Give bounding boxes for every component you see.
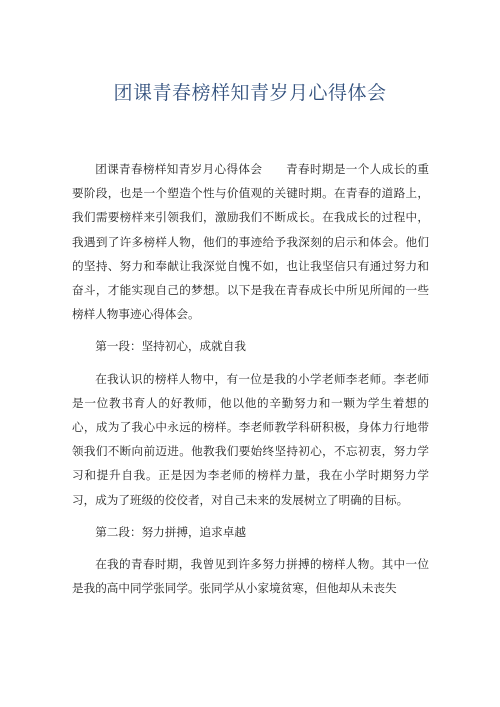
section-heading-1: 第一段：坚持初心，成就自我 [95,339,246,354]
document-title: 团课青春榜样知青岁月心得体会 [113,82,387,104]
section-heading-2: 第二段：努力拼搏，追求卓越 [95,524,246,539]
paragraph-intro: 团课青春榜样知青岁月心得体会 青春时期是一个人成长的重要阶段，也是一个塑造个性与价值观的关键时期。在青春的道路上，我们需要榜样来引领我们，激励我们不断成长。在我成长的过程中，我遇到了许多榜样人物，他们的事迹给予我深刻的启示和体会。他们的坚持、努力和奉献让我深觉自愧不如，也让我坚信只有通过努力和奋斗，才能实现自己的梦想。以下是我在青春成长中所见所闻的一些榜样人物事迹心得体会。 [72,162,429,322]
paragraph-1: 在我认识的榜样人物中，有一位是我的小学老师李老师。李老师是一位教书育人的好教师，他以他的辛勤努力和一颗为学生着想的心，成为了我心中永远的榜样。李老师教学科研积极，身体力行地带领我们不断向前迈进。他教我们要始终坚持初心，不忘初衷，努力学习和提升自我。正是因为李老师的榜样力量，我在小学时期努力学习，成为了班级的佼佼者，对自己未来的发展树立了明确的目标。 [72,371,429,507]
document-body [72,157,429,608]
paragraph-2: 在我的青春时期，我曾见到许多努力拼搏的榜样人物。其中一位是我的高中同学张同学。张同学从小家境贫寒，但他却从未丧失 [72,557,429,596]
